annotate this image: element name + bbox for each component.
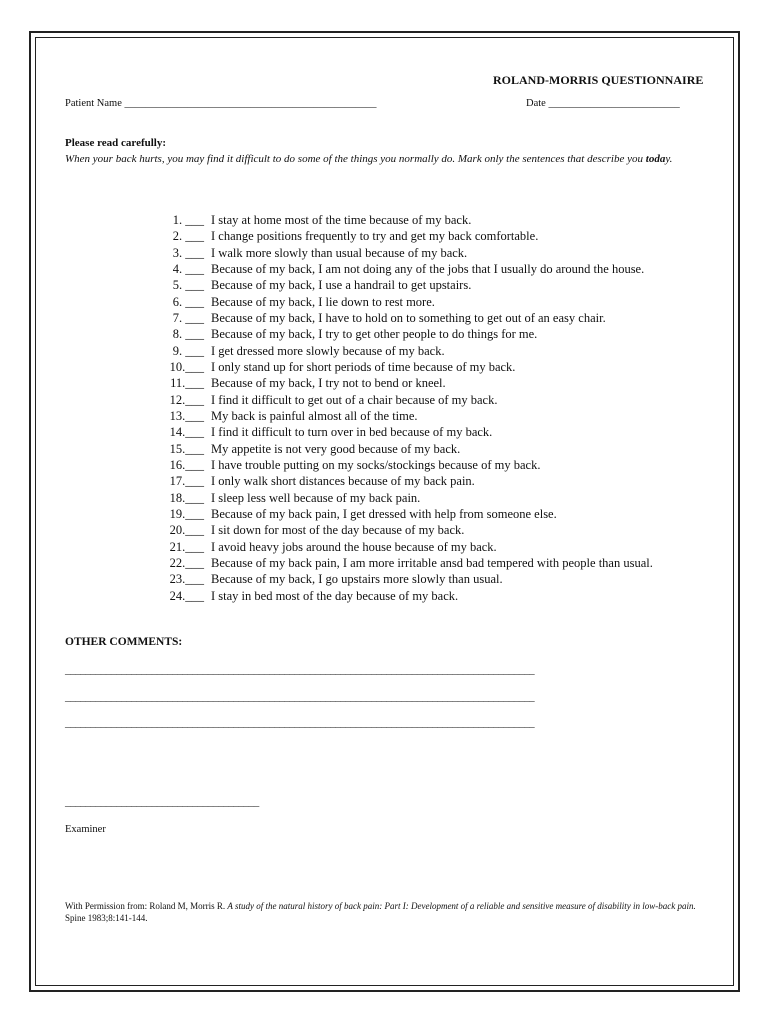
statement-text: I walk more slowly than usual because of my back. bbox=[211, 245, 468, 260]
statement-text: I find it difficult to turn over in bed because of my back. bbox=[211, 425, 493, 440]
statement-checkbox-blank[interactable]: 21.___ bbox=[169, 539, 204, 554]
comment-line-1[interactable]: ____________________________________________________________________________________________ bbox=[65, 664, 535, 676]
page-border bbox=[29, 31, 740, 992]
statement-item bbox=[146, 490, 653, 506]
credit-article-title: A study of the natural history of back pain: Part I: Development of a reliable and sensitive measure of disability in low-back pain. bbox=[227, 901, 696, 911]
statement-checkbox-blank[interactable]: 23.___ bbox=[169, 572, 204, 587]
statement-item bbox=[146, 212, 653, 228]
statement-checkbox-blank[interactable]: 3. ___ bbox=[172, 245, 204, 260]
date-blank[interactable]: _________________________ bbox=[548, 98, 680, 109]
statement-item bbox=[146, 408, 653, 424]
statement-text: I only walk short distances because of my back pain. bbox=[211, 474, 475, 489]
statement-checkbox-blank[interactable]: 20.___ bbox=[169, 523, 204, 538]
other-comments-label: OTHER COMMENTS: bbox=[65, 636, 183, 648]
statement-text: Because of my back, I lie down to rest more. bbox=[211, 294, 435, 309]
patient-name-blank[interactable]: ________________________________________________ bbox=[124, 98, 377, 109]
statement-checkbox-blank[interactable]: 14.___ bbox=[169, 425, 204, 440]
statement-checkbox-blank[interactable]: 22.___ bbox=[169, 555, 204, 570]
statement-checkbox-blank[interactable]: 12.___ bbox=[169, 392, 204, 407]
statement-text: Because of my back, I have to hold on to something to get out of an easy chair. bbox=[211, 310, 606, 325]
statement-text: I only stand up for short periods of time because of my back. bbox=[211, 359, 516, 374]
statement-text: Because of my back, I am not doing any of the jobs that I usually do around the house. bbox=[211, 261, 645, 276]
statement-item bbox=[146, 261, 653, 277]
comment-line-2[interactable]: ____________________________________________________________________________________________ bbox=[65, 691, 535, 703]
statement-item bbox=[146, 343, 653, 359]
instructions-heading: Please read carefully: bbox=[65, 137, 167, 149]
statement-text: I find it difficult to get out of a chair because of my back. bbox=[211, 392, 498, 407]
statement-text: Because of my back pain, I am more irritable ansd bad tempered with people than usual. bbox=[211, 555, 653, 570]
statement-checkbox-blank[interactable]: 24.___ bbox=[169, 588, 204, 603]
statement-checkbox-blank[interactable]: 6. ___ bbox=[172, 294, 204, 309]
date-label: Date bbox=[526, 98, 546, 109]
statement-checkbox-blank[interactable]: 13.___ bbox=[169, 408, 204, 423]
statement-checkbox-blank[interactable]: 9. ___ bbox=[172, 343, 204, 358]
statement-text: I change positions frequently to try and get my back comfortable. bbox=[211, 229, 539, 244]
examiner-label: Examiner bbox=[65, 824, 106, 835]
statement-item bbox=[146, 539, 653, 555]
permission-credit: With Permission from: Roland M, Morris R. A study of the natural history of back pain: Part I: Development of a reliable and sensitive measure of disability in low-back pain. Spine 1983;8:141-144. bbox=[65, 901, 696, 923]
questionnaire-title: ROLAND-MORRIS QUESTIONNAIRE bbox=[493, 73, 704, 87]
statement-item bbox=[146, 375, 653, 391]
statement-item bbox=[146, 326, 653, 342]
page-inner-border bbox=[35, 37, 734, 986]
statement-checkbox-blank[interactable]: 2. ___ bbox=[172, 229, 204, 244]
statement-item bbox=[146, 457, 653, 473]
statement-checkbox-blank[interactable]: 5. ___ bbox=[172, 278, 204, 293]
statement-item bbox=[146, 473, 653, 489]
statement-item bbox=[146, 522, 653, 538]
statement-checkbox-blank[interactable]: 15.___ bbox=[169, 441, 204, 456]
statement-checkbox-blank[interactable]: 16.___ bbox=[169, 457, 204, 472]
statement-text: My appetite is not very good because of my back. bbox=[211, 441, 461, 456]
statement-text: I avoid heavy jobs around the house because of my back. bbox=[211, 539, 497, 554]
statement-checkbox-blank[interactable]: 4. ___ bbox=[172, 261, 204, 276]
statement-text: Because of my back, I try not to bend or kneel. bbox=[211, 376, 446, 391]
statement-text: I get dressed more slowly because of my back. bbox=[211, 343, 445, 358]
statement-checkbox-blank[interactable]: 10.___ bbox=[169, 359, 204, 374]
examiner-signature-line[interactable]: ______________________________________ bbox=[65, 796, 259, 808]
statement-item bbox=[146, 277, 653, 293]
statement-checkbox-blank[interactable]: 7. ___ bbox=[172, 310, 204, 325]
statement-checkbox-blank[interactable]: 19.___ bbox=[169, 506, 204, 521]
statement-item bbox=[146, 228, 653, 244]
statement-item bbox=[146, 571, 653, 587]
statement-text: Because of my back, I use a handrail to get upstairs. bbox=[211, 278, 472, 293]
statement-item bbox=[146, 392, 653, 408]
statement-checkbox-blank[interactable]: 18.___ bbox=[169, 490, 204, 505]
statement-item bbox=[146, 245, 653, 261]
statement-checkbox-blank[interactable]: 1. ___ bbox=[172, 213, 204, 227]
statement-text: Because of my back, I try to get other people to do things for me. bbox=[211, 327, 538, 342]
statement-text: My back is painful almost all of the time. bbox=[211, 408, 418, 423]
statement-item bbox=[146, 359, 653, 375]
statement-list bbox=[146, 212, 653, 604]
statement-text: I stay in bed most of the day because of my back. bbox=[211, 588, 459, 603]
date-field bbox=[526, 98, 680, 109]
statement-text: I sleep less well because of my back pain. bbox=[211, 490, 421, 505]
instructions-emphasis: toda bbox=[645, 153, 666, 165]
statement-checkbox-blank[interactable]: 11.___ bbox=[170, 376, 204, 391]
statement-text: I sit down for most of the day because of my back. bbox=[211, 523, 465, 538]
patient-name-label: Patient Name bbox=[65, 98, 122, 109]
statement-item bbox=[146, 294, 653, 310]
statement-item bbox=[146, 588, 653, 604]
patient-name-field bbox=[65, 98, 376, 109]
statement-item bbox=[146, 506, 653, 522]
statement-item bbox=[146, 424, 653, 440]
statement-text: Because of my back, I go upstairs more slowly than usual. bbox=[211, 572, 503, 587]
statement-item bbox=[146, 441, 653, 457]
statement-checkbox-blank[interactable]: 17.___ bbox=[169, 474, 204, 489]
statement-checkbox-blank[interactable]: 8. ___ bbox=[172, 327, 204, 342]
statement-item bbox=[146, 310, 653, 326]
statement-text: I have trouble putting on my socks/stockings because of my back. bbox=[211, 457, 541, 472]
instructions-text: When your back hurts, you may find it difficult to do some of the things you normally do. Mark only the sentences that describe you today. bbox=[65, 153, 673, 165]
comment-line-3[interactable]: ____________________________________________________________________________________________ bbox=[65, 717, 535, 729]
statement-text: Because of my back pain, I get dressed with help from someone else. bbox=[211, 506, 557, 521]
statement-text: I stay at home most of the time because of my back. bbox=[211, 213, 472, 227]
statement-item bbox=[146, 555, 653, 571]
